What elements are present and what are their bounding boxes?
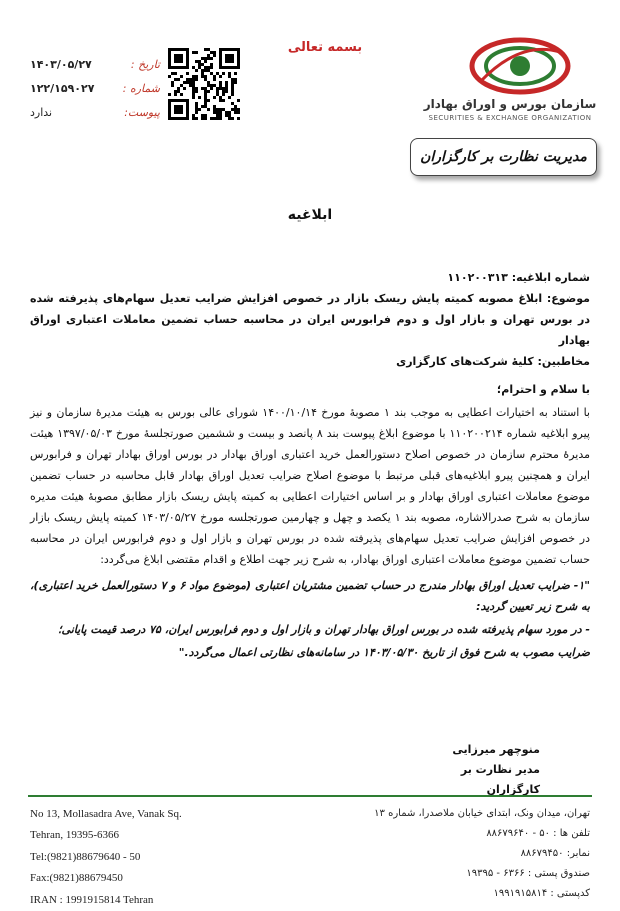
audience: مخاطبین: کلیهٔ شرکت‌های کارگزاری: [396, 354, 590, 368]
number-value: ۱۲۲/۱۵۹۰۲۷: [30, 81, 95, 95]
signature-block: [410, 740, 540, 799]
qr-code-icon: [168, 48, 240, 120]
footer-divider: [28, 795, 592, 797]
footer-address-fa: [300, 804, 590, 904]
letter-body: [30, 268, 590, 666]
footer-line-en: Tel:(9821)88679640 - 50: [30, 850, 141, 863]
footer-address-en: [30, 804, 280, 911]
letter-meta: [30, 52, 160, 124]
org-name: سازمان بورس و اوراق بهادار: [423, 97, 597, 111]
decision-items: [30, 576, 590, 664]
meta-attachment-row: [30, 100, 160, 124]
number-label: شماره :: [122, 81, 160, 95]
meta-number-row: [30, 76, 160, 100]
basmala: بسمه تعالی: [287, 40, 363, 55]
date-value: ۱۴۰۳/۰۵/۲۷: [30, 57, 92, 71]
signer-role: مدیر نظارت بر کارگزاران: [460, 762, 540, 796]
department-name: مدیریت نظارت بر کارگزاران: [420, 149, 587, 165]
subject: موضوع: ابلاغ مصوبه کمیته پایش ریسک بازار در خصوص افزایش ضرایب تعدیل سهام‌های پذیرفته شده در بورس تهران و بازار اول و دوم فرابورس ایران در محاسبه حساب تضمین معاملات اعتباری اوراق بهادار: [30, 291, 590, 347]
meta-date-row: [30, 52, 160, 76]
greeting: با سلام و احترام؛: [496, 383, 590, 397]
attachment-label: پیوست:: [124, 105, 160, 119]
footer-line-en: Fax:(9821)88679450: [30, 872, 123, 885]
date-label: تاریخ :: [130, 57, 160, 71]
decision-item: - در مورد سهام پذیرفته شده در بورس اوراق بهادار تهران و بازار اول و دوم فرابورس ایران، ۷۵ درصد قیمت پایانی؛: [58, 623, 590, 637]
footer-line-fa: نمابر: ۸۸۶۷۹۴۵۰: [520, 848, 590, 859]
department-box: [410, 138, 597, 176]
footer-line-fa: صندوق پستی : ۶۳۶۶ - ۱۹۳۹۵: [466, 868, 590, 879]
notice-number: شماره ابلاغیه: ۱۱۰۲۰۰۳۱۳: [447, 271, 590, 284]
main-paragraph: با استناد به اختیارات اعطایی به موجب بند ۱ مصوبهٔ مورخ ۱۴۰۰/۱۰/۱۴ شورای عالی بورس به هیئت مدیرهٔ سازمان و نیز پیرو ابلاغیه شماره ۱۱۰۲۰۰۲۱۴ با موضوع ابلاغ پیوست بند ۸ پانصد و بیست و ششمین صورتجلسهٔ مورخ ۱۳۹۷/۰۵/۰۳ هیئت مدیرهٔ محترم سازمان در خصوص اصلاح دستورالعمل خرید اعتباری اوراق بهادار در بورس اوراق بهادار تهران و فرابورس ایران و همچنین پیرو ابلاغیه‌های قبلی مرتبط با موضوع اصلاح ضرایب تعدیل اوراق بهادار قابل محاسبه در حساب تضمین موضوع معاملات اعتباری اوراق بهادار و بر اساس اختیارات اعطایی به کمیته پایش ریسک بازار مطابق مصوبهٔ هیئت مدیره سازمان به شرح صدرالاشاره، مصوبه بند ۱ یکصد و چهل و چهارمین صورتجلسه مورخ ۱۴۰۳/۰۵/۲۷ کمیته پایش ریسک بازار در خصوص افزایش ضرایب تعدیل سهام‌های پذیرفته شده در بورس تهران و بازار اول و دوم فرابورس ایران در محاسبه حساب تضمین موضوع معاملات اعتباری اوراق بهادار، به شرح زیر جهت اطلاع و اقدام مقتضی ابلاغ می‌گردد:: [30, 406, 590, 566]
attachment-value: ندارد: [30, 105, 53, 119]
decision-item: "۱- ضرایب تعدیل اوراق بهادار مندرج در حساب تضمین مشتریان اعتباری (موضوع مواد ۶ و ۷ دستورالعمل خرید اعتباری)، به شرح زیر تعیین گردید:: [30, 579, 590, 614]
footer-line-en: Tehran, 19395-6366: [30, 829, 120, 842]
org-name-en: SECURITIES & EXCHANGE ORGANIZATION: [428, 114, 592, 122]
footer-line-fa: کدپستی : ۱۹۹۱۹۱۵۸۱۴: [493, 888, 590, 899]
footer-line-fa: تهران، میدان ونک، ابتدای خیابان ملاصدرا، شماره ۱۳: [374, 808, 590, 819]
footer-line-fa: تلفن ها : ۵۰ - ۸۸۶۷۹۶۴۰: [486, 828, 590, 839]
decision-item: ضرایب مصوب به شرح فوق از تاریخ ۱۴۰۳/۰۵/۳۰ در سامانه‌های نظارتی اعمال می‌گردد.": [178, 646, 590, 660]
document-title: ابلاغیه: [287, 207, 333, 223]
signer-name: منوچهر میرزایی: [452, 743, 540, 756]
footer-line-en: No 13, Mollasadra Ave, Vanak Sq.: [30, 808, 182, 820]
footer-line-en: IRAN : 1991915814 Tehran: [30, 893, 154, 906]
